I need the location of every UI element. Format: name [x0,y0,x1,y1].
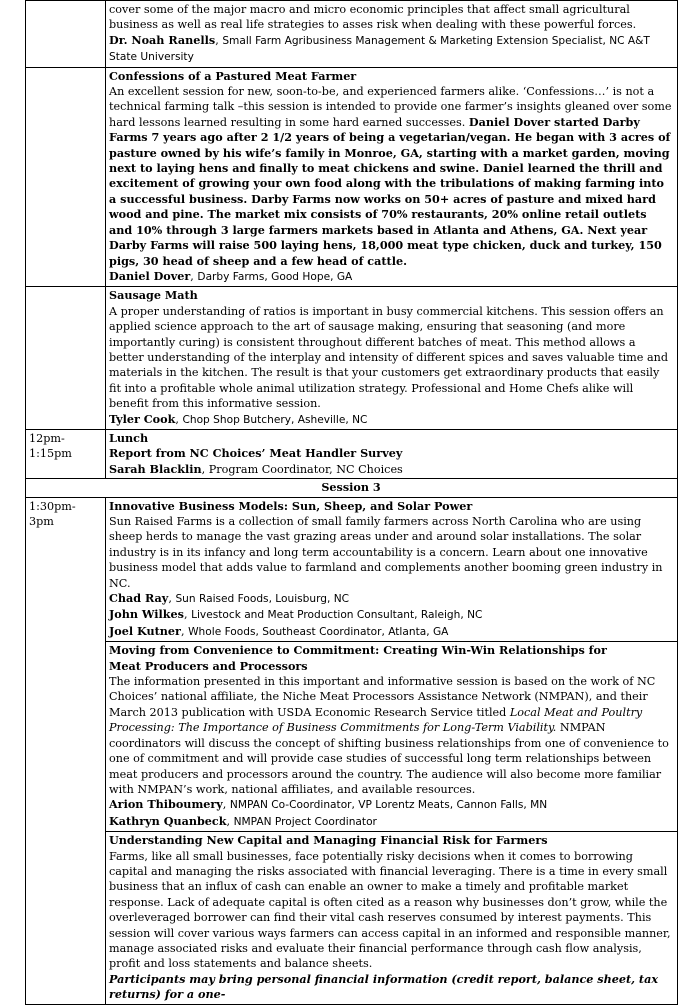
speaker-affiliation: NMPAN Project Coordinator [233,815,377,828]
speaker-affiliation: Livestock and Meat Production Consultant, Raleigh, NC [191,609,483,622]
session-note: Participants may bring personal financial information (credit report, balance sheet, tax returns) for a one- [109,971,659,1002]
speaker-name: Tyler Cook [109,411,176,426]
speaker-name: Arion Thiboumery [109,797,223,812]
session-description: Sun Raised Farms is a collection of small family farmers across North Carolina who are using sheep herds to manage the vast grazing areas under and around solar installations. The solar industry is in its infancy and long term accountability is a concern. Learn about one innovative business model that adds value to farmland and complements another booming green industry in NC. [109,515,663,590]
session-description: The information presented in this important and informative session is based on the work of NC Choices’ national affiliate, the Niche Meat Processors Assistance Network (NMPAN), and their March 2013 publication with USDA Economic Research Service titled Local Meat and Poultry Processing: The Importance of Business Commitments for Long-Term Viability. NMPAN coordinators will discuss the concept of shifting business relationships from one of convenience to one of commitment and will provide case studies of successful long term relationships between meat producers and processors around the country. The audience will also become more familiar with NMPAN’s work, national affiliates, and available resources. [109,675,669,796]
speaker: Sarah Blacklin, Program Coordinator, NC Choices [109,461,403,476]
session-cell [106,429,678,478]
session-cell [106,67,678,287]
schedule-table [25,0,678,1005]
speaker: Tyler Cook, Chop Shop Butchery, Asheville, NC [109,411,368,426]
time-label: 12pm- 1:15pm [29,431,72,461]
session-title: Confessions of a Pastured Meat Farmer [109,68,357,83]
table-row [26,287,678,430]
speaker-name: Dr. Noah Ranells [109,32,216,47]
session-cell [106,642,678,832]
speaker-name: Sarah Blacklin [109,461,202,476]
table-row [26,67,678,287]
speaker-affiliation: Whole Foods, Southeast Coordinator, Atlanta, GA [188,625,449,638]
speaker-name: John Wilkes [109,607,184,622]
session-title: Sausage Math [109,288,198,303]
speaker-name: Kathryn Quanbeck [109,813,227,828]
speaker: Dr. Noah Ranells, Small Farm Agribusiness Management & Marketing Extension Specialist, NC A&T State University [109,32,650,64]
session-description: cover some of the major macro and micro economic principles that affect small agricultural business as well as real life strategies to asses risk when dealing with these powerful forces. [109,3,637,32]
table-row [26,1,678,68]
publication-title: Local Meat and Poultry Processing: The Importance of Business Commitments for Long-Term Viability. [109,705,643,735]
session-title: Understanding New Capital and Managing Financial Risk for Farmers [109,833,548,848]
table-row [26,497,678,642]
session-title: Moving from Convenience to Commitment: Creating Win-Win Relationships for [109,643,607,658]
time-cell [26,429,106,478]
session-cell [106,287,678,430]
speaker-affiliation: Darby Farms, Good Hope, GA [197,270,353,283]
table-row [26,642,678,832]
session-cell [106,832,678,1004]
session-description: A proper understanding of ratios is important in busy commercial kitchens. This session offers an applied science approach to the art of sausage making, ensuring that seasoning (and more importantly curing) is consistent throughout different batches of meat. This method allows a better understanding of the interplay and intensity of different spices and saves valuable time and materials in the kitchen. The result is that your customers get extraordinary products that easily fit into a profitable whole animal utilization strategy. Professional and Home Chefs alike will benefit from this informative session. [109,304,668,411]
session-description: Farms, like all small businesses, face potentially risky decisions when it comes to borrowing capital and managing the risks associated with financial leveraging. There is a time in every small business that an influx of cash can enable an owner to make a timely and profitable market response. Lack of adequate capital is often cited as a reason why businesses don’t grow, while the overleveraged borrower can find their vital cash reserves consumed by interest payments. This session will cover various ways farmers can access capital in an informed and responsible manner, manage associated risks and evaluate their financial performance through cash flow analysis, profit and loss statements and balance sheets. [109,849,671,971]
speaker-affiliation: Chop Shop Butchery, Asheville, NC [182,413,368,426]
session-header-row [26,479,678,497]
session-title: Innovative Business Models: Sun, Sheep, and Solar Power [109,498,473,513]
session-cell [106,497,678,642]
speaker-affiliation: Sun Raised Foods, Louisburg, NC [175,593,350,606]
table-row [26,832,678,1004]
speaker: Daniel Dover, Darby Farms, Good Hope, GA [109,268,353,283]
speaker: John Wilkes, Livestock and Meat Production Consultant, Raleigh, NC [109,607,483,622]
table-row [26,429,678,478]
session-header: Session 3 [26,479,678,497]
speaker-name: Chad Ray [109,591,169,606]
time-cell [26,497,106,1004]
time-cell [26,1,106,68]
speaker-affiliation: NMPAN Co-Coordinator, VP Lorentz Meats, Cannon Falls, MN [229,799,548,812]
speaker-affiliation: Small Farm Agribusiness Management & Marketing Extension Specialist, NC A&T State University [109,34,650,64]
speaker: Chad Ray, Sun Raised Foods, Louisburg, NC [109,591,350,606]
speaker-affiliation: Program Coordinator, NC Choices [208,462,403,476]
session-cell [106,1,678,68]
session-title: Lunch [109,430,149,445]
time-label: 1:30pm- 3pm [29,499,76,528]
speaker: Kathryn Quanbeck, NMPAN Project Coordinator [109,813,377,828]
session-title-line2: Meat Producers and Processors [109,658,308,673]
speaker: Joel Kutner, Whole Foods, Southeast Coordinator, Atlanta, GA [109,623,449,638]
speaker-name: Joel Kutner [109,623,181,638]
session-description: An excellent session for new, soon-to-be, and experienced farmers alike. ‘Confessions…’ is not a technical farming talk –this session is intended to provide one farmer’s insights gleaned over some hard lessons learned resulting in some hard earned successes. Daniel Dover started Darby Farms 7 years ago after 2 1/2 years of being a vegetarian/vegan. He began with 3 acres of pasture owned by his wife’s family in Monroe, GA, starting with a market garden, moving next to laying hens and finally to meat chickens and swine. Daniel learned the thrill and excitement of growing your own food along with the tribulations of making farming into a successful business. Darby Farms now works on 50+ acres of pasture and mixed hard wood and pine. The market mix consists of 70% restaurants, 20% online retail outlets and 10% through 3 large farmers markets based in Atlanta and Athens, GA. Next year Darby Farms will raise 500 laying hens, 18,000 meat type chicken, duck and turkey, 150 pigs, 30 head of sheep and a few head of cattle. [109,85,672,268]
time-cell [26,67,106,287]
time-cell [26,287,106,430]
speaker-name: Daniel Dover [109,268,191,283]
speaker: Arion Thiboumery, NMPAN Co-Coordinator, VP Lorentz Meats, Cannon Falls, MN [109,797,548,812]
session-subtitle: Report from NC Choices’ Meat Handler Survey [109,446,403,461]
